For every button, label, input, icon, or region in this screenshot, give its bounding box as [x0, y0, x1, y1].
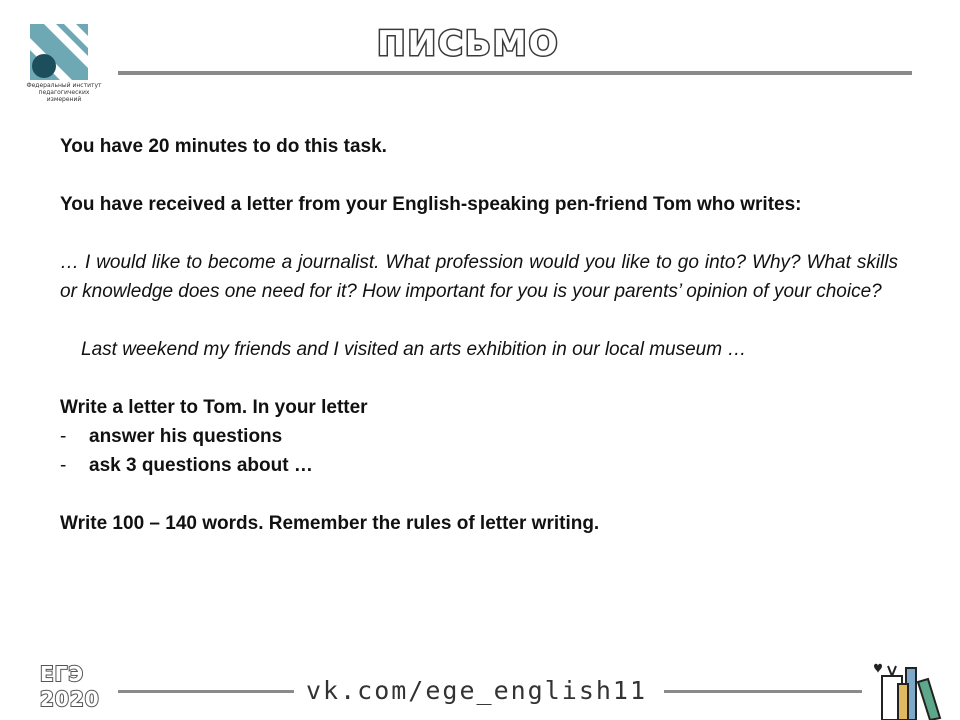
ege-2020-badge	[40, 662, 110, 712]
list-item	[60, 422, 898, 451]
list-item-text: answer his questions	[89, 426, 283, 447]
spacer	[60, 219, 898, 248]
requirements-list	[60, 422, 898, 480]
footer-divider-right	[664, 690, 862, 693]
letter-excerpt: … I would like to become a journalist. What profession would you like to go into? Why? What skills or knowledge does one need for it? How important for you is your parents’ opinion of your choice?	[60, 252, 898, 302]
letter-news: Last weekend my friends and I visited an arts exhibition in our local museum …	[81, 339, 747, 360]
logo-caption-line1: Федеральный институт	[26, 82, 102, 89]
footer-divider-left	[118, 690, 294, 693]
badge-line1: ЕГЭ	[40, 662, 85, 686]
list-item	[60, 451, 898, 480]
page-title: ПИСЬМО	[377, 24, 560, 64]
task-instruction: Write a letter to Tom. In your letter	[60, 397, 368, 418]
word-limit: Write 100 – 140 words. Remember the rules of letter writing.	[60, 513, 600, 534]
task-content	[60, 132, 898, 538]
badge-line2: 2020	[40, 687, 100, 711]
fipi-logo-icon	[30, 24, 88, 80]
list-item-text: ask 3 questions about …	[89, 455, 313, 476]
list-dash: -	[60, 455, 67, 476]
time-note: You have 20 minutes to do this task.	[60, 136, 387, 157]
logo-caption	[22, 82, 106, 103]
header-divider	[118, 71, 912, 75]
logo-caption-line2: педагогических измерений	[38, 89, 90, 103]
list-dash: -	[60, 426, 67, 447]
vk-group-link[interactable]: vk.com/ege_english11	[306, 676, 648, 705]
task-intro: You have received a letter from your English-speaking pen-friend Tom who writes:	[60, 194, 802, 215]
spacer	[60, 480, 898, 509]
spacer	[60, 161, 898, 190]
spacer	[60, 306, 898, 335]
spacer	[60, 364, 898, 393]
books-icon	[868, 662, 944, 720]
